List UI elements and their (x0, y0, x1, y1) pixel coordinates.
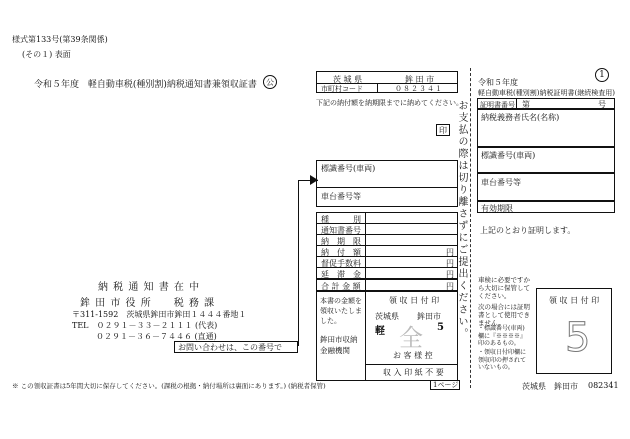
city-name: 鉾 田 市 (405, 75, 435, 84)
chassis-box (316, 187, 458, 207)
stamp-pref: 茨城県 (375, 312, 399, 321)
cert-no-box (477, 98, 615, 109)
cert-no-dai: 第 (522, 100, 530, 109)
validity-box (477, 201, 615, 213)
footer-city: 鉾田市 (554, 382, 578, 391)
row-late-fee: 延 滞 金 円 (317, 268, 457, 279)
cert-no-go: 号 (598, 100, 606, 109)
footer-code: 082341 (588, 381, 619, 390)
row-type: 種 別 (317, 213, 457, 224)
row-reminder-fee: 督促手数料 円 (317, 257, 457, 268)
left-title-main: 軽自動車税(種別割)納税通知書兼領収証書 (87, 80, 257, 90)
invalid-bullet-2: ・領収日付印欄に領収印の押されていないもの。 (478, 349, 527, 371)
city-code: ０８２３４１ (395, 85, 443, 93)
right-plate-label: 標識番号(車両) (481, 151, 536, 160)
arrow-line-vertical (298, 180, 299, 346)
right-title-sub: 軽自動車税(種別割)納税証明書(継続検査用) (478, 89, 615, 97)
plate-box (316, 160, 458, 188)
left-title (34, 77, 257, 90)
keep-note: 車検に必要ですから大切に保管してください。 (478, 276, 530, 300)
row-total: 合 計 金 額 円 (317, 279, 457, 291)
row-payment: 納 付 額 円 (317, 246, 457, 257)
receipt-area (316, 291, 458, 381)
collector-label: 鉾田市収納金融機関 (320, 335, 358, 355)
right-stamp-box (536, 288, 612, 374)
right-chassis-box (477, 173, 615, 201)
cert-no-label: 証明書番号 (480, 101, 515, 109)
taxpayer-box (477, 109, 615, 147)
right-stamp-five: 5 (565, 315, 591, 361)
right-stamp-title: 領 収 日 付 印 (549, 296, 600, 305)
perforation-text: お支払の際は切り離さずにご提出ください。 (456, 100, 467, 340)
taxpayer-label: 納税義務者氏名(名称) (481, 113, 560, 122)
notice-heading: 納 税 通 知 書 在 中 (98, 282, 201, 293)
postal-address: 〒311-1592 茨城県鉾田市鉾田１４４４番地１ (72, 310, 247, 319)
row-deadline: 納 期 限 (317, 235, 457, 246)
left-title-year: 令和５年度 (34, 80, 80, 90)
stamp-city: 鉾田市 (417, 312, 441, 321)
certify-text: 上記のとおり証明します。 (480, 226, 576, 235)
customer-copy: お 客 様 控 (393, 351, 433, 360)
detail-table (316, 212, 458, 291)
invalid-note: 次の場合には証明書として使用できません。 (478, 303, 530, 327)
inquiry-label: お問い合わせは、この番号で (174, 341, 298, 353)
chassis-label: 車台番号等 (321, 192, 361, 201)
cert-number-mark: 1 (595, 68, 609, 82)
stamp-title: 領 収 日 付 印 (389, 296, 440, 305)
right-title-year: 令和５年度 (478, 78, 518, 87)
right-plate-box (477, 147, 615, 173)
stamp-zen: 全 (399, 324, 423, 352)
row-notice-no: 通知書番号 (317, 224, 457, 235)
plate-label: 標識番号(車両) (321, 164, 376, 173)
municipality-box (316, 71, 458, 93)
right-chassis-label: 車台番号等 (481, 178, 521, 187)
tel-main: TEL ０２９１－３３－２１１１ (代表) (72, 321, 218, 330)
public-mark-icon: 公 (263, 75, 277, 89)
receipt-note: 本書の金額を領収いたしました。 (320, 297, 362, 325)
city-code-label: 市町村コード (321, 85, 363, 93)
deadline-note: 下記の納付額を納期限までに納めてください。 (316, 99, 463, 107)
stamp-five: 5 (437, 322, 444, 333)
stamp-kei: 軽 (375, 326, 385, 337)
form-number: 様式第133号(第39条関係) (12, 35, 108, 44)
perforation-line (470, 68, 471, 388)
pref-name: 茨 城 県 (333, 75, 363, 84)
page-number: 1ページ (430, 380, 460, 390)
office-name: 鉾 田 市 役 所 税 務 課 (80, 298, 216, 309)
footer-pref: 茨城県 (522, 382, 546, 391)
tel-direct: ０２９１－３６－７４４６ (直通) (72, 332, 217, 341)
footer-note: ※ この領収証書は5年間大切に保存してください。(課税の根拠・納付場所は裏面にあります。) (納税者保管) (12, 382, 326, 390)
validity-label: 有効期限 (481, 204, 513, 213)
invalid-bullet-1: ・標識番号(車両)欄に『※※※※』印のあるもの。 (478, 325, 527, 347)
no-stamp-required: 収 入 印 紙 不 要 (383, 368, 444, 377)
side-label: (その１) 表面 (22, 50, 71, 59)
seal-mark: 印 (436, 124, 450, 136)
